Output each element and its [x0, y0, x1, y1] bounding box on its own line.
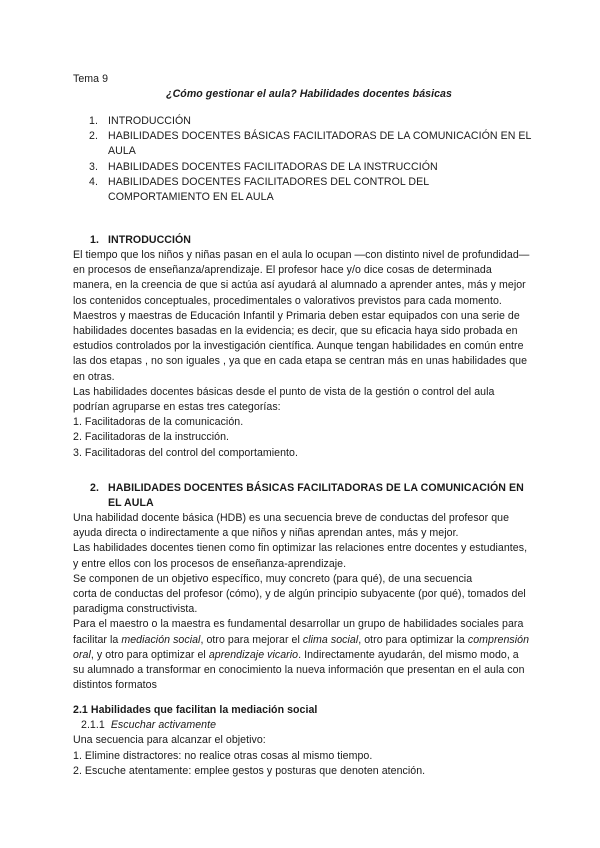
- toc-item: [73, 160, 533, 175]
- toc-item: [73, 129, 533, 159]
- paragraph-line: Se componen de un objetivo específico, muy concreto (para qué), de una secuencia: [73, 572, 473, 585]
- emphasis: clima social: [302, 633, 359, 646]
- section-number: 2.: [90, 482, 99, 494]
- paragraph: Maestros y maestras de Educación Infantil y Primaria deben estar equipados con una serie de habilidades docentes basadas en la evidencia; es decir, que su eficacia haya sido probada en estudios controlados por la investigación científica. Aunque tengan habilidades en común entre las dos etapas , no son iguales , ya que en cada etapa se centran más en unas habilidades que en otras.: [73, 309, 528, 383]
- paragraph: Las habilidades docentes básicas desde el punto de vista de la gestión o control del aula podrían agruparse en estas tres categorías:: [73, 385, 495, 414]
- toc-item: [73, 114, 533, 129]
- list-item: 1. Facilitadoras de la comunicación.: [73, 416, 244, 429]
- paragraph: El tiempo que los niños y niñas pasan en el aula lo ocupan —con distinto nivel de profundidad— en procesos de enseñanza/aprendizaje. El profesor hace y/o dice cosas de determinada manera, en la creencia de que si actúa así ayudará al alumnado a aprender antes, más y mejor los contenidos conceptuales, procedimentales o valorativos previstos para cada momento.: [73, 249, 530, 307]
- toc-label: HABILIDADES DOCENTES BÁSICAS FACILITADORAS DE LA COMUNICACIÓN EN EL AULA: [108, 130, 532, 158]
- toc-label: HABILIDADES DOCENTES FACILITADORAS DE LA INSTRUCCIÓN: [108, 160, 438, 173]
- text-run: , otro para optimizar la: [358, 633, 468, 646]
- subsection-heading: 2.1 Habilidades que facilitan la mediación social: [73, 704, 318, 716]
- paragraph: Una habilidad docente básica (HDB) es una secuencia breve de conductas del profesor que ayuda directa o indirectamente a que niños y niñas aprendan antes, más y mejor.: [73, 512, 510, 540]
- list-item: 2. Escuche atentamente: emplee gestos y posturas que denoten atención.: [73, 764, 426, 777]
- emphasis: comprensión oral: [73, 633, 530, 661]
- paragraph: [73, 572, 533, 618]
- list-item: 3. Facilitadoras del control del comportamiento.: [73, 446, 298, 459]
- text-run: , otro para mejorar el: [200, 633, 303, 646]
- list-item: 1. Elimine distractores: no realice otras cosas al mismo tiempo.: [73, 749, 373, 762]
- table-of-contents: [73, 114, 533, 205]
- list-item: 2. Facilitadoras de la instrucción.: [73, 431, 230, 444]
- paragraph: [73, 617, 533, 693]
- section-1-body: [73, 248, 533, 461]
- toc-item: [73, 175, 533, 205]
- paragraph-line: corta de conductas del profesor (cómo), y de algún principio subyacente (por qué), tomados del paradigma constructivista.: [73, 588, 526, 616]
- topic-label: Tema 9: [73, 73, 109, 85]
- emphasis: aprendizaje vicario: [208, 648, 299, 661]
- toc-number: 2.: [89, 130, 98, 143]
- text-run: , y otro para optimizar el: [90, 648, 209, 661]
- toc-number: 3.: [89, 160, 98, 173]
- emphasis: mediación social: [121, 633, 201, 646]
- toc-label: INTRODUCCIÓN: [108, 115, 191, 127]
- text-run: Para el maestro o la maestra es fundamental desarrollar un grupo de habilidades sociales para facilitar la: [73, 618, 524, 646]
- toc-label: HABILIDADES DOCENTES FACILITADORES DEL CONTROL DEL COMPORTAMIENTO EN EL AULA: [108, 175, 429, 204]
- subsubsection-number: 2.1.1: [81, 719, 105, 732]
- subsubsection-heading: [73, 718, 533, 733]
- section-number: 1.: [90, 234, 99, 246]
- paragraph: Las habilidades docentes tienen como fin optimizar las relaciones entre docentes y estudiantes, y entre ellos con los procesos de enseñanza-aprendizaje.: [73, 542, 528, 570]
- section-1-heading: [90, 233, 530, 248]
- subsubsection-title: Escuchar activamente: [110, 719, 217, 732]
- section-2-body: [73, 511, 533, 693]
- toc-number: 1.: [89, 115, 98, 127]
- paragraph: Una secuencia para alcanzar el objetivo:: [73, 734, 266, 747]
- text-run: . Indirectamente ayudarán, del mismo modo, a su alumnado a transformar en conocimiento la nueva información que presentan en el aula con distintos formatos: [73, 648, 525, 692]
- section-2-heading: [90, 481, 530, 511]
- section-2-1: [73, 703, 533, 779]
- toc-number: 4.: [89, 175, 98, 188]
- section-title: HABILIDADES DOCENTES BÁSICAS FACILITADORAS DE LA COMUNICACIÓN EN EL AULA: [108, 482, 524, 510]
- section-title: INTRODUCCIÓN: [108, 234, 191, 246]
- page-title: ¿Cómo gestionar el aula? Habilidades docentes básicas: [166, 88, 452, 100]
